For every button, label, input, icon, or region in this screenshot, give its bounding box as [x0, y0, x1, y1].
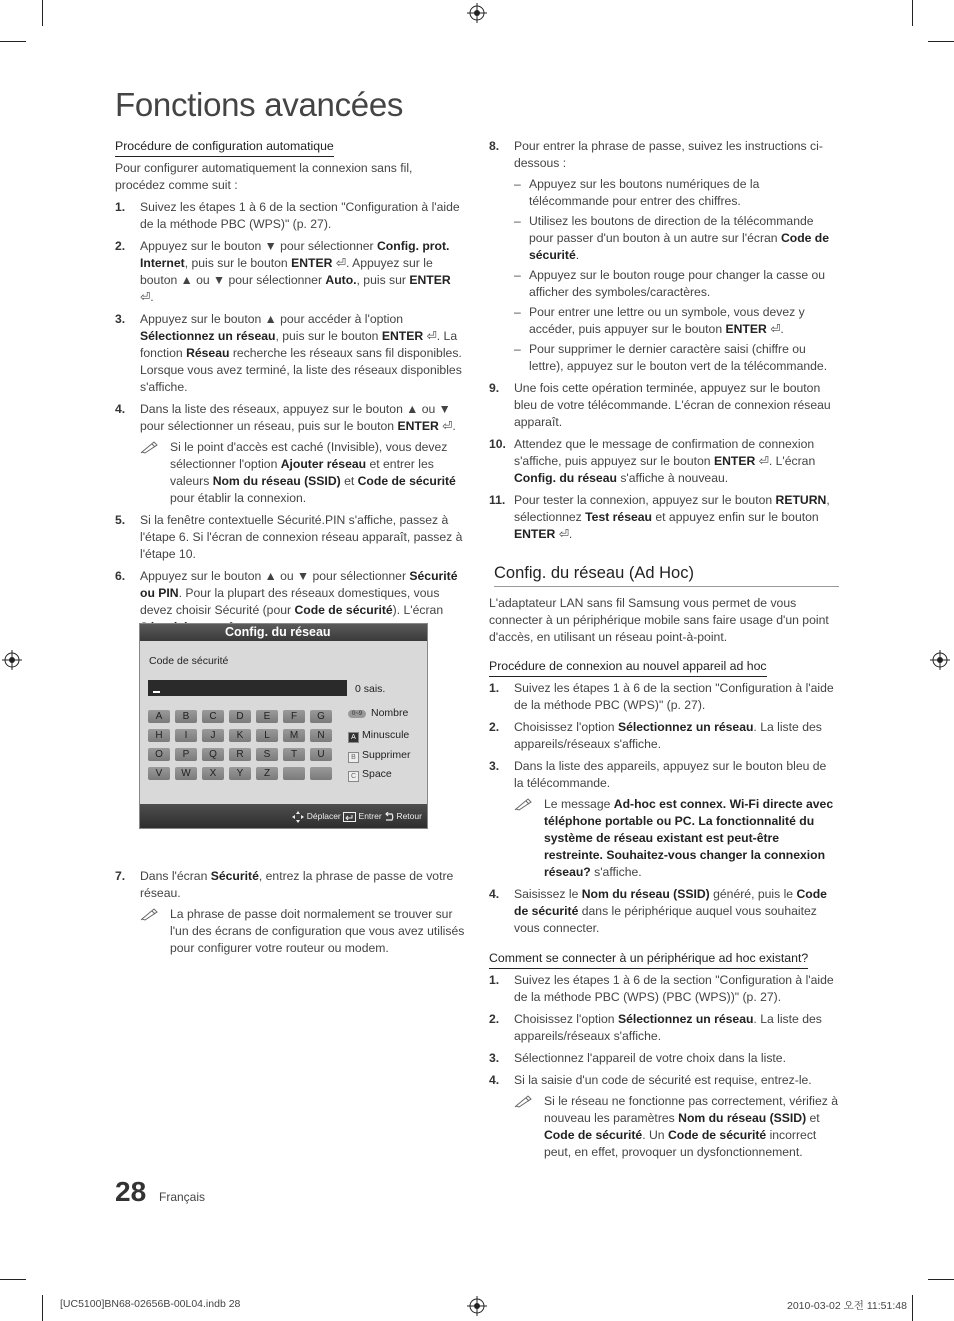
key[interactable]: H: [148, 729, 170, 742]
list-item: 4. Saisissez le Nom du réseau (SSID) généré, puis le Code de sécurité dans le périphérique auquel vous souhaitez vous connecter.: [489, 887, 827, 935]
list-item: 9. Une fois cette opération terminée, appuyez sur le bouton bleu de votre télécommande. L'écran de connexion réseau apparaît.: [489, 381, 831, 429]
key[interactable]: F: [283, 710, 305, 723]
list-item: 10. Attendez que le message de confirmation de connexion s'affiche, puis appuyez sur le bouton ENTER ⏎. L'écran Config. du réseau s'affiche à nouveau.: [489, 437, 816, 485]
key[interactable]: X: [202, 767, 224, 780]
crop-mark: [0, 41, 26, 42]
key[interactable]: O: [148, 748, 170, 761]
enter-icon: ⏎: [558, 527, 569, 541]
subhead-new-adhoc: Procédure de connexion au nouvel appareil ad hoc: [489, 658, 767, 677]
slug-date: 2010-03-02 오전 11:51:48: [787, 1300, 907, 1312]
passphrase-steps: [489, 138, 839, 543]
list-item: – Pour supprimer le dernier caractère saisi (chiffre ou lettre), appuyez sur le bouton vert de la télécommande.: [514, 341, 839, 375]
crop-mark: [42, 1295, 43, 1321]
list-item: 3. Sélectionnez l'appareil de votre choix dans la liste.: [489, 1051, 786, 1065]
key[interactable]: C: [202, 710, 224, 723]
note: Si le point d'accès est caché (Invisible), vous devez sélectionner l'option Ajouter réseau et entrer les valeurs Nom du réseau (SSID) et Code de sécurité pour établir la connexion.: [140, 439, 465, 507]
enter-icon: [343, 812, 356, 822]
key[interactable]: J: [202, 729, 224, 742]
note-pencil-icon: [140, 907, 160, 921]
list-item: 7. Dans l'écran Sécurité, entrez la phrase de passe de votre réseau. La phrase de passe doit normalement se trouver sur l'un des écrans de configuration que vous avez utilisés pour configurer votre routeur ou modem.: [115, 869, 465, 955]
list-item: 2. Choisissez l'option Sélectionnez un réseau. La liste des appareils/réseaux s'affiche.: [489, 1012, 822, 1043]
key[interactable]: R: [229, 748, 251, 761]
enter-icon: ⏎: [335, 256, 346, 270]
note-pencil-icon: [514, 1094, 534, 1108]
enter-icon: ⏎: [770, 322, 781, 336]
key[interactable]: W: [175, 767, 197, 780]
list-item: 8. Pour entrer la phrase de passe, suivez les instructions ci-dessous : – Appuyez sur les boutons numériques de la télécommande pour entrer des chiffres. – Utilisez les boutons de direction de la télécommande pour passer d'un bouton à un autre sur l'écran Code de sécurité. – Appuyez sur le bouton rouge pour changer la casse ou afficher des symboles/caractères. – Pour entrer une lettre ou un symbole, vous devez y accéder, puis appuyer sur le bouton ENTER ⏎. – Pour supprimer le dernier caractère saisi (chiffre ou lettre), appuyez sur le bouton vert de la télécommande.: [489, 138, 839, 375]
key[interactable]: D: [229, 710, 251, 723]
slug-file: [UC5100]BN68-02656B-00L04.indb 28: [60, 1298, 241, 1310]
list-item: 2. Choisissez l'option Sélectionnez un réseau. La liste des appareils/réseaux s'affiche.: [489, 720, 822, 751]
osd-title: Config. du réseau: [140, 624, 427, 641]
key[interactable]: V: [148, 767, 170, 780]
list-item: 3. Dans la liste des appareils, appuyez sur le bouton bleu de la télécommande. Le message Ad-hoc est connex. Wi-Fi directe avec téléphone portable ou PC. La fonctionnalité du système de réseau existant est peut-être restreinte. Souhaitez-vous changer la connexion réseau? s'affiche.: [489, 758, 839, 881]
note: Le message Ad-hoc est connex. Wi-Fi directe avec téléphone portable ou PC. La fonctionnalité du système de réseau existant est peut-être restreinte. Souhaitez-vous changer la connexion réseau? s'affiche.: [514, 796, 839, 881]
char-count: 0 sais.: [355, 683, 386, 695]
button-c-icon: C: [348, 771, 359, 782]
list-item: 1. Suivez les étapes 1 à 6 de la section "Configuration à l'aide de la méthode PBC (WPS) (PBC (WPS))" (p. 27).: [489, 973, 834, 1004]
section-title: Config. du réseau (Ad Hoc): [494, 565, 839, 587]
button-a-icon: A: [348, 732, 359, 743]
bullet-list: [514, 176, 839, 375]
note-pencil-icon: [140, 440, 160, 454]
crop-mark: [928, 41, 954, 42]
enter-icon: ⏎: [442, 419, 453, 433]
subhead-auto-config: Procédure de configuration automatique: [115, 138, 334, 157]
security-code-screen: [139, 623, 428, 829]
key[interactable]: A: [148, 710, 170, 723]
auto-config-steps: [115, 199, 465, 957]
right-column: [489, 138, 839, 1166]
crop-mark: [912, 1295, 913, 1321]
key[interactable]: N: [310, 729, 332, 742]
list-item: 4. Dans la liste des réseaux, appuyez sur le bouton ▲ ou ▼ pour sélectionner un réseau, puis sur le bouton ENTER ⏎. Si le point d'accès est caché (Invisible), vous devez sélectionner l'option Ajouter réseau et entrer les valeurs Nom du réseau (SSID) et Code de sécurité pour établir la connexion.: [115, 401, 465, 507]
key[interactable]: S: [256, 748, 278, 761]
crop-mark: [928, 1279, 954, 1280]
page-language: Français: [159, 1190, 206, 1204]
enter-icon: ⏎: [140, 290, 151, 304]
key[interactable]: L: [256, 729, 278, 742]
left-column: [115, 138, 465, 962]
move-icon: [292, 811, 304, 823]
existing-adhoc-steps: [489, 972, 839, 1161]
option-delete[interactable]: B Supprimer: [348, 749, 410, 763]
list-item: – Utilisez les boutons de direction de la télécommande pour passer d'un bouton à un autre sur l'écran Code de sécurité.: [514, 213, 839, 264]
security-code-input[interactable]: [148, 680, 347, 696]
text-cursor: [153, 691, 160, 693]
page-title: Fonctions avancées: [115, 86, 404, 123]
key[interactable]: K: [229, 729, 251, 742]
key[interactable]: I: [175, 729, 197, 742]
registration-mark-icon: [467, 1296, 487, 1316]
registration-mark-icon: [2, 650, 22, 670]
list-item: 6. Appuyez sur le bouton ▲ ou ▼ pour sélectionner Sécurité ou PIN. Pour la plupart des réseaux domestiques, vous devez choisir Sécurité (pour Code de sécurité). L'écran: [115, 569, 458, 617]
note: Si le réseau ne fonctionne pas correctement, vérifiez à nouveau les paramètres Nom du réseau (SSID) et Code de sécurité. Un Code de sécurité incorrect peut, en effet, provoquer un dysfonctionnement.: [514, 1093, 839, 1161]
key[interactable]: M: [283, 729, 305, 742]
crop-mark: [0, 1279, 26, 1280]
key[interactable]: P: [175, 748, 197, 761]
list-item: 3. Appuyez sur le bouton ▲ pour accéder à l'option Sélectionnez un réseau, puis sur le bouton ENTER ⏎. La fonction Réseau recherche les réseaux sans fil disponibles. Lorsque vous avez terminé, la liste des réseaux disponibles s'affiche.: [115, 312, 462, 394]
key[interactable]: B: [175, 710, 197, 723]
registration-mark-icon: [467, 3, 487, 23]
list-item: 5. Si la fenêtre contextuelle Sécurité.PIN s'affiche, passez à l'étape 6. Si l'écran de connexion réseau apparaît, passez à l'étape 10.: [115, 513, 463, 561]
key[interactable]: G: [310, 710, 332, 723]
option-space[interactable]: C Space: [348, 768, 392, 782]
option-lowercase[interactable]: A Minuscule: [348, 729, 409, 743]
new-adhoc-steps: [489, 680, 839, 937]
key[interactable]: Z: [256, 767, 278, 780]
crop-mark: [912, 0, 913, 26]
list-item: 4. Si la saisie d'un code de sécurité est requise, entrez-le. Si le réseau ne fonctionne pas correctement, vérifiez à nouveau les paramètres Nom du réseau (SSID) et Code de sécurité. Un Code de sécurité incorrect peut, en effet, provoquer un dysfonctionnement.: [489, 1073, 839, 1159]
list-item: 1. Suivez les étapes 1 à 6 de la section "Configuration à l'aide de la méthode PBC (WPS)" (p. 27).: [115, 200, 460, 231]
key[interactable]: [310, 767, 332, 780]
key[interactable]: Y: [229, 767, 251, 780]
note-pencil-icon: [514, 797, 534, 811]
key[interactable]: [283, 767, 305, 780]
list-item: – Appuyez sur le bouton rouge pour changer la casse ou afficher des symboles/caractères.: [514, 267, 839, 301]
osd-footer: Déplacer Entrer Retour: [140, 804, 427, 828]
enter-icon: ⏎: [426, 329, 437, 343]
page-number: 28: [115, 1176, 147, 1207]
enter-icon: ⏎: [758, 454, 769, 468]
osd-label: Code de sécurité: [149, 655, 229, 667]
subhead-existing-adhoc: Comment se connecter à un périphérique ad hoc existant?: [489, 950, 808, 969]
intro-text: Pour configurer automatiquement la connexion sans fil, procédez comme suit :: [115, 161, 413, 192]
list-item: – Appuyez sur les boutons numériques de la télécommande pour entrer des chiffres.: [514, 176, 839, 210]
list-item: 2. Appuyez sur le bouton ▼ pour sélectionner Config. prot. Internet, puis sur le bouton ENTER ⏎. Appuyez sur le bouton ▲ ou ▼ pour sélectionner Auto., puis sur ENTER ⏎.: [115, 239, 451, 304]
list-item: 11. Pour tester la connexion, appuyez sur le bouton RETURN, sélectionnez Test réseau et appuyez enfin sur le bouton ENTER ⏎.: [489, 493, 830, 541]
return-icon: [384, 812, 394, 822]
crop-mark: [42, 0, 43, 26]
number-pill-icon: 0~9: [348, 710, 366, 718]
section-intro: L'adaptateur LAN sans fil Samsung vous permet de vous connecter à un périphérique mobile sans faire usage d'un point d'accès, en utilisant un réseau point-à-point.: [489, 596, 829, 644]
button-b-icon: B: [348, 752, 359, 763]
list-item: – Pour entrer une lettre ou un symbole, vous devez y accéder, puis appuyer sur le bouton ENTER ⏎.: [514, 304, 839, 338]
list-item: 1. Suivez les étapes 1 à 6 de la section "Configuration à l'aide de la méthode PBC (WPS)" (p. 27).: [489, 681, 834, 712]
key[interactable]: Q: [202, 748, 224, 761]
key[interactable]: E: [256, 710, 278, 723]
registration-mark-icon: [930, 650, 950, 670]
key[interactable]: T: [283, 748, 305, 761]
key[interactable]: U: [310, 748, 332, 761]
option-number[interactable]: 0~9 Nombre: [348, 707, 408, 719]
note: La phrase de passe doit normalement se trouver sur l'un des écrans de configuration que vous avez utilisés pour configurer votre routeur ou modem.: [140, 906, 465, 957]
